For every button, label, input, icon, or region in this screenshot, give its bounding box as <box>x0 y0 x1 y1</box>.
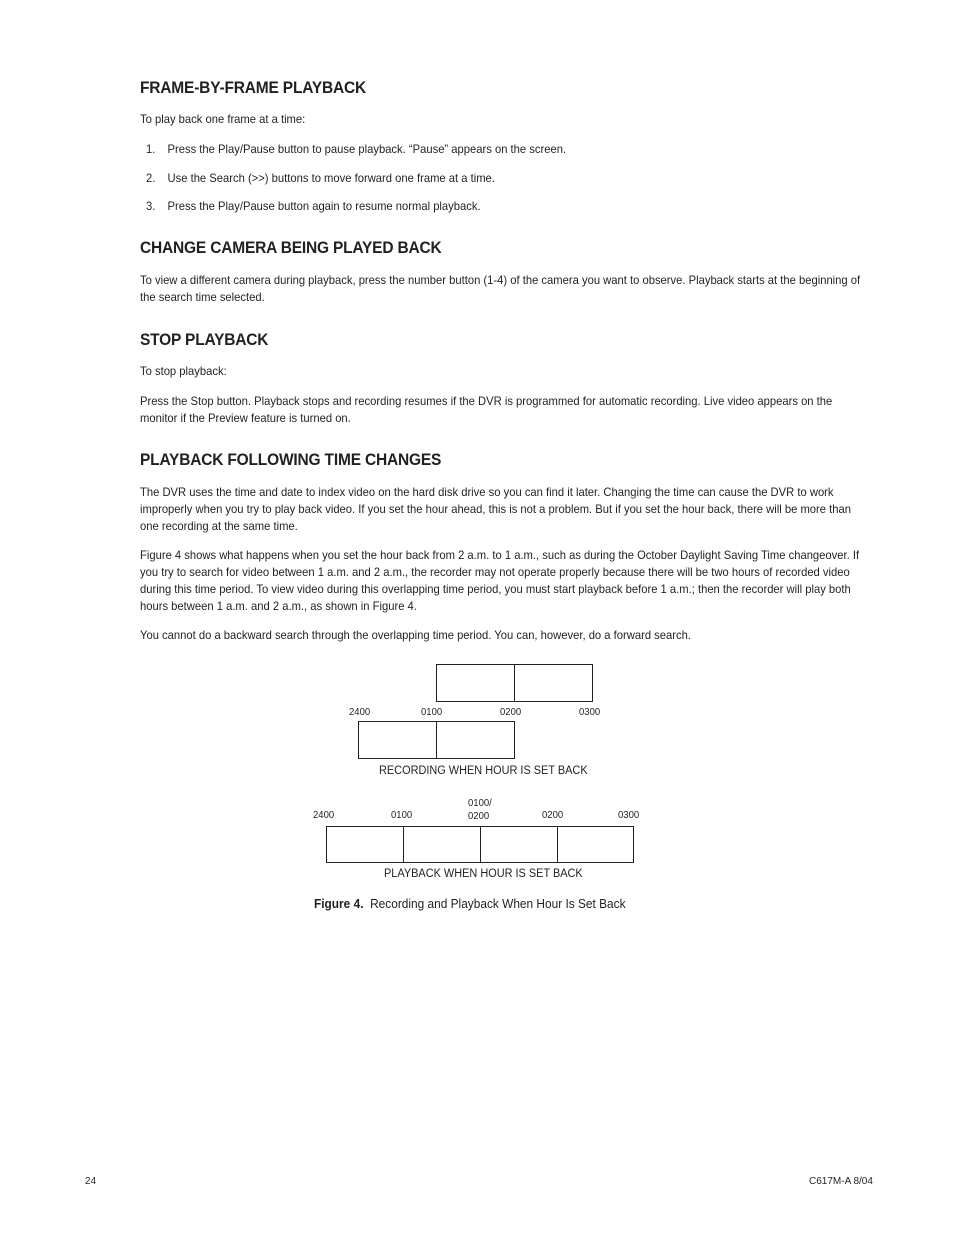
figure-title: Recording and Playback When Hour Is Set Back <box>370 897 626 911</box>
box-divider <box>436 722 437 758</box>
frame-intro: To play back one frame at a time: <box>140 112 306 126</box>
figure-label: Figure 4. <box>314 897 364 911</box>
heading-change-camera: CHANGE CAMERA BEING PLAYED BACK <box>140 239 442 257</box>
list-item: 1. Press the Play/Pause button to pause playback. “Pause” appears on the screen. <box>146 142 567 156</box>
heading-time-changes: PLAYBACK FOLLOWING TIME CHANGES <box>140 451 442 469</box>
tick-label: 2400 <box>313 810 335 821</box>
playback-caption: PLAYBACK WHEN HOUR IS SET BACK <box>384 868 583 880</box>
recording-caption: RECORDING WHEN HOUR IS SET BACK <box>379 765 588 777</box>
tick-label: 0200 <box>500 707 522 718</box>
heading-frame-by-frame: FRAME-BY-FRAME PLAYBACK <box>140 79 367 97</box>
time-paragraph-2: Figure 4 shows what happens when you set the hour back from 2 a.m. to 1 a.m., such as during the October Daylight Saving Time changeover. If you try to search for video between 1 a.m. and 2 a.m., the recorder may not operate properly because there will be two hours of recorded video during this time period. To view video during this overlapping time period, you must start playback before 1 a.m.; then the recorder will play both hours between 1 a.m. and 2 a.m., as shown in Figure 4. <box>140 548 860 613</box>
camera-body: To view a different camera during playback, press the number button (1-4) of the camera you want to observe. Playback starts at the beginning of the search time selected. <box>140 273 861 304</box>
stop-body: Press the Stop button. Playback stops and recording resumes if the DVR is programmed for automatic recording. Live video appears on the monitor if the Preview feature is turned on. <box>140 394 833 425</box>
playback-box <box>326 826 634 863</box>
time-paragraph-3: You cannot do a backward search through the overlapping time period. You can, however, do a forward search. <box>140 628 691 642</box>
tick-label: 2400 <box>349 707 371 718</box>
box-divider <box>480 827 481 862</box>
tick-label: 0300 <box>618 810 640 821</box>
stop-intro: To stop playback: <box>140 364 227 378</box>
figure-caption <box>314 897 626 911</box>
box-divider <box>557 827 558 862</box>
time-paragraph-1: The DVR uses the time and date to index video on the hard disk drive so you can find it later. Changing the time can cause the DVR to work improperly when you try to play back video. If you set the hour ahead, this is not a problem. But if you set the hour back, there will be more than one recording at the same time. <box>140 485 851 533</box>
tick-label: 0100 <box>421 707 443 718</box>
box-divider <box>403 827 404 862</box>
tick-label: 0100 <box>391 810 413 821</box>
tick-label: 0300 <box>579 707 601 718</box>
box-divider <box>514 665 515 701</box>
heading-stop-playback: STOP PLAYBACK <box>140 331 269 349</box>
list-item: 2. Use the Search (>>) buttons to move forward one frame at a time. <box>146 171 495 185</box>
recording-box-upper <box>436 664 593 702</box>
tick-label: 0200 <box>542 810 564 821</box>
recording-box-lower <box>358 721 515 759</box>
document-code: C617M-A 8/04 <box>809 1176 873 1187</box>
tick-label: 0200 <box>468 811 490 822</box>
tick-label: 0100/ <box>468 798 492 809</box>
list-item: 3. Press the Play/Pause button again to resume normal playback. <box>146 199 481 213</box>
page-number: 24 <box>85 1176 97 1187</box>
